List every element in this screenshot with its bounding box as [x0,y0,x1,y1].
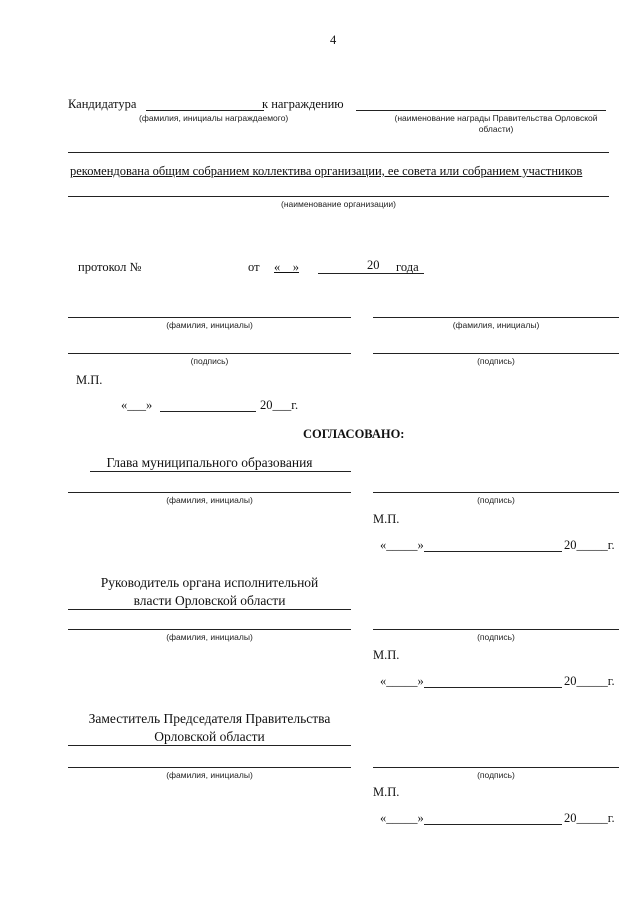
block2-caption-signature: (подпись) [477,632,515,642]
protocol-from: от [248,260,260,274]
block1-name-line [68,492,351,493]
award-label: к награждению [262,97,344,111]
block2-title-underline [68,609,351,610]
block1-signature-line [373,492,619,493]
name-blank-line [146,110,264,111]
org-signature-line-right [373,353,619,354]
recommended-text: рекомендована общим собранием коллектива организации, ее совета или собранием участников [70,164,583,178]
agreed-heading: СОГЛАСОВАНО: [303,427,405,441]
block1-date-line [424,551,562,552]
caption-name-left: (фамилия, инициалы) [166,320,253,330]
block3-title-line1: Заместитель Председателя Правительства [88,711,331,726]
block3-date-line [424,824,562,825]
mp-stamp-1: М.П. [76,373,103,387]
block3-date-year: 20_____г. [564,811,615,825]
block1-date-year: 20_____г. [564,538,615,552]
award-continuation-line [68,152,609,153]
block1-title-underline [90,471,351,472]
block2-date-open: «_____» [380,674,424,688]
caption-awardee-name: (фамилия, инициалы награждаемого) [139,113,289,123]
block2-mp: М.П. [373,648,400,662]
candidacy-label: Кандидатура [68,97,137,111]
block1-title: Глава муниципального образования [106,455,313,470]
block3-caption-name: (фамилия, инициалы) [166,770,253,780]
protocol-year: 20 [367,258,380,272]
caption-organization: (наименование организации) [280,199,397,209]
caption-signature-right: (подпись) [477,356,515,366]
caption-name-right: (фамилия, инициалы) [452,320,540,330]
block2-name-line [68,629,351,630]
award-blank-line [356,110,606,111]
block3-title-line2: Орловской области [154,729,265,744]
block3-mp: М.П. [373,785,400,799]
org-name-line-left [68,317,351,318]
org-signature-line-left [68,353,351,354]
block2-date-line [424,687,562,688]
block1-caption-name: (фамилия, инициалы) [166,495,253,505]
org-name-line-right [373,317,619,318]
block2-signature-line [373,629,619,630]
date-first-year: 20___г. [260,398,299,412]
date-first-open: «___» [121,398,153,412]
block3-name-line [68,767,351,768]
block2-title-line2: власти Орловской области [133,593,286,608]
caption-award-title-2: области) [478,124,514,134]
block3-signature-line [373,767,619,768]
caption-signature-left: (подпись) [190,356,229,366]
protocol-year-suffix: года [396,260,419,274]
block3-caption-signature: (подпись) [477,770,515,780]
protocol-date: « » [274,260,299,274]
date-first-line [160,411,256,412]
organization-line [68,196,609,197]
protocol-label: протокол № [78,260,142,274]
block2-date-year: 20_____г. [564,674,615,688]
block1-date-open: «_____» [380,538,424,552]
page-number: 4 [330,33,337,47]
block2-title-line1: Руководитель органа исполнительной [100,575,319,590]
block3-date-open: «_____» [380,811,424,825]
caption-award-title-1: (наименование награды Правительства Орловской [394,113,598,123]
block2-caption-name: (фамилия, инициалы) [166,632,253,642]
block1-caption-signature: (подпись) [477,495,515,505]
block1-mp: М.П. [373,512,400,526]
block3-title-underline [68,745,351,746]
